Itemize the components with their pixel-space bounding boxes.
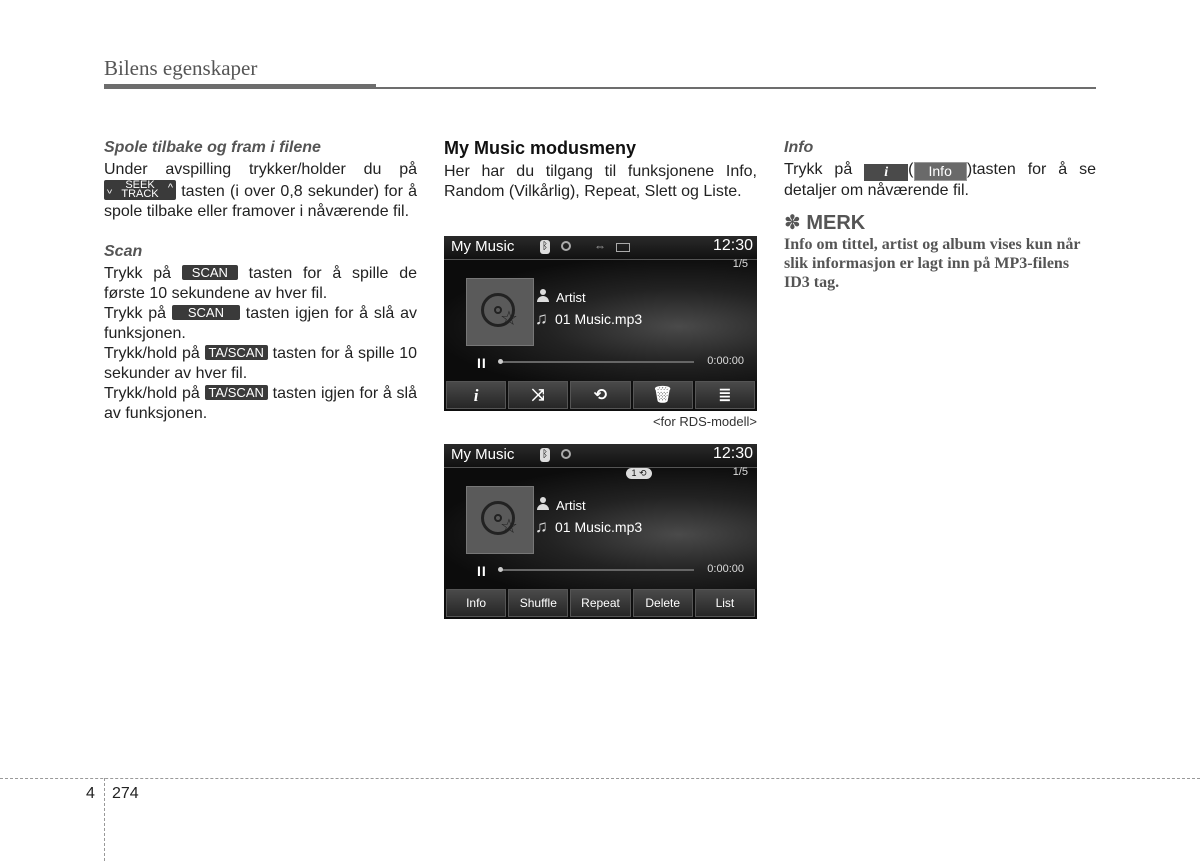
delete-button[interactable]: Delete — [633, 589, 693, 617]
scan1-text-post: tasten for å spille de første 10 sekundene av hver fil. — [104, 265, 417, 302]
scan4-text-pre: Trykk/hold på — [104, 385, 200, 402]
shuffle-icon-button[interactable]: ⤨ — [508, 381, 568, 409]
info-button[interactable]: Info — [446, 589, 506, 617]
note-text: Info om tittel, artist og album vises kun når slik informasjon er lagt inn på MP3-filens ID3 tag. — [784, 236, 1081, 291]
scan3-text-pre: Trykk/hold på — [104, 345, 200, 362]
pause-icon[interactable]: II — [477, 563, 487, 579]
scan4-text-post: tasten igjen for å slå av funksjonen. — [104, 385, 418, 422]
disc-icon — [561, 449, 571, 459]
progress-handle[interactable] — [498, 359, 503, 364]
clock: 12:30 — [712, 445, 753, 462]
star-icon: ☆ — [500, 516, 518, 538]
progress-bar[interactable] — [500, 361, 694, 363]
progress-handle[interactable] — [498, 567, 503, 572]
info-text-post: )tasten for å se detaljer om nåværende fil. — [784, 161, 1097, 199]
my-music-heading: My Music modusmeny — [444, 138, 637, 158]
artist-name: Artist — [556, 498, 586, 513]
header-rule-thick — [104, 84, 376, 89]
scan-paragraph-4 — [104, 384, 417, 424]
elapsed-time: 0:00:00 — [707, 355, 744, 367]
page-number: 274 — [112, 785, 139, 802]
scan2-text-post: tasten igjen for å slå av funksjonen. — [104, 305, 417, 342]
seek-paragraph — [104, 160, 417, 222]
screen-bottom-menu — [446, 589, 755, 617]
list-button[interactable]: List — [695, 589, 755, 617]
music-screen-text — [444, 444, 757, 619]
page-header-title: Bilens egenskaper — [104, 56, 258, 80]
bluetooth-icon: ᛒ — [542, 241, 548, 252]
footer-rule — [0, 778, 1200, 779]
battery-icon — [616, 243, 630, 252]
elapsed-time: 0:00:00 — [707, 563, 744, 575]
artist-name: Artist — [556, 290, 586, 305]
screen-bottom-menu — [446, 381, 755, 409]
screen-title: My Music — [451, 238, 515, 255]
screen-title: My Music — [451, 446, 515, 463]
list-icon-button[interactable]: ≣ — [695, 381, 755, 409]
track-counter: 1/5 — [732, 258, 748, 270]
scan1-text-pre: Trykk på — [104, 265, 172, 282]
chevron-right-icon: ^ — [167, 182, 173, 194]
info-icon-button[interactable]: i — [446, 381, 506, 409]
chevron-left-icon: ^ — [107, 183, 113, 195]
track-counter: 1/5 — [732, 466, 748, 478]
scan2-text-pre: Trykk på — [104, 305, 167, 322]
scan-paragraph-1 — [104, 264, 417, 304]
header-rule-thin — [376, 87, 1096, 89]
footer-vertical-rule — [104, 778, 105, 861]
scan-heading: Scan — [104, 243, 143, 260]
scan-key: SCAN — [172, 305, 240, 320]
info-i-key: i — [864, 164, 908, 181]
shuffle-button[interactable]: Shuffle — [508, 589, 568, 617]
info-text-pre: Trykk på — [784, 161, 853, 178]
progress-bar[interactable] — [500, 569, 694, 571]
music-screen-icons — [444, 236, 757, 411]
star-icon: ☆ — [500, 308, 518, 330]
seek-heading: Spole tilbake og fram i filene — [104, 139, 321, 156]
info-open-paren: ( — [908, 161, 914, 178]
seek-key-label: SEEK — [125, 179, 155, 191]
album-art-icon — [466, 486, 534, 554]
chapter-number: 4 — [86, 785, 95, 802]
album-art-icon — [466, 278, 534, 346]
person-icon — [537, 289, 549, 302]
scan-paragraph-3 — [104, 344, 417, 384]
tascan-key: TA/SCAN — [205, 345, 268, 360]
pause-icon[interactable]: II — [477, 355, 487, 371]
bluetooth-icon: ᛒ — [542, 449, 548, 460]
usb-icon: ⇔ — [594, 239, 606, 253]
screen-topbar — [444, 236, 757, 260]
info-paragraph — [784, 160, 1096, 201]
note-heading: ✽ MERK — [784, 212, 866, 234]
seek-text-post: tasten (i over 0,8 sekunder) for å spole tilbake eller framover i nåværende fil. — [104, 183, 417, 220]
scan3-text-post: tasten for å spille 10 sekunder av hver fil. — [104, 345, 418, 382]
rds-model-caption: <for RDS-modell> — [652, 414, 757, 429]
delete-icon-button[interactable]: 🗑 — [633, 381, 693, 409]
my-music-intro: Her har du tilgang til funksjonene Info, Random (Vilkårlig), Repeat, Slett og Liste. — [444, 163, 757, 200]
scan-paragraph-2 — [104, 304, 417, 344]
right-column — [784, 138, 1096, 292]
repeat-one-badge: 1 ⟲ — [626, 468, 652, 479]
person-icon — [537, 497, 549, 510]
file-name: 01 Music.mp3 — [555, 519, 643, 535]
disc-icon — [561, 241, 571, 251]
music-note-icon: ♫ — [535, 309, 548, 328]
info-heading: Info — [784, 139, 814, 156]
left-column — [104, 138, 417, 424]
screen-topbar — [444, 444, 757, 468]
seek-text-pre: Under avspilling trykker/holder du på — [104, 161, 417, 178]
repeat-button[interactable]: Repeat — [570, 589, 630, 617]
info-text-key: Info — [914, 162, 967, 181]
track-key-label: TRACK — [121, 188, 159, 200]
clock: 12:30 — [712, 237, 753, 254]
seek-track-key — [104, 180, 176, 200]
scan-key: SCAN — [182, 265, 238, 280]
tascan-key: TA/SCAN — [205, 385, 268, 400]
middle-column — [444, 138, 757, 202]
repeat-icon-button[interactable]: ⟲ — [570, 381, 630, 409]
file-name: 01 Music.mp3 — [555, 311, 643, 327]
music-note-icon: ♫ — [535, 517, 548, 536]
